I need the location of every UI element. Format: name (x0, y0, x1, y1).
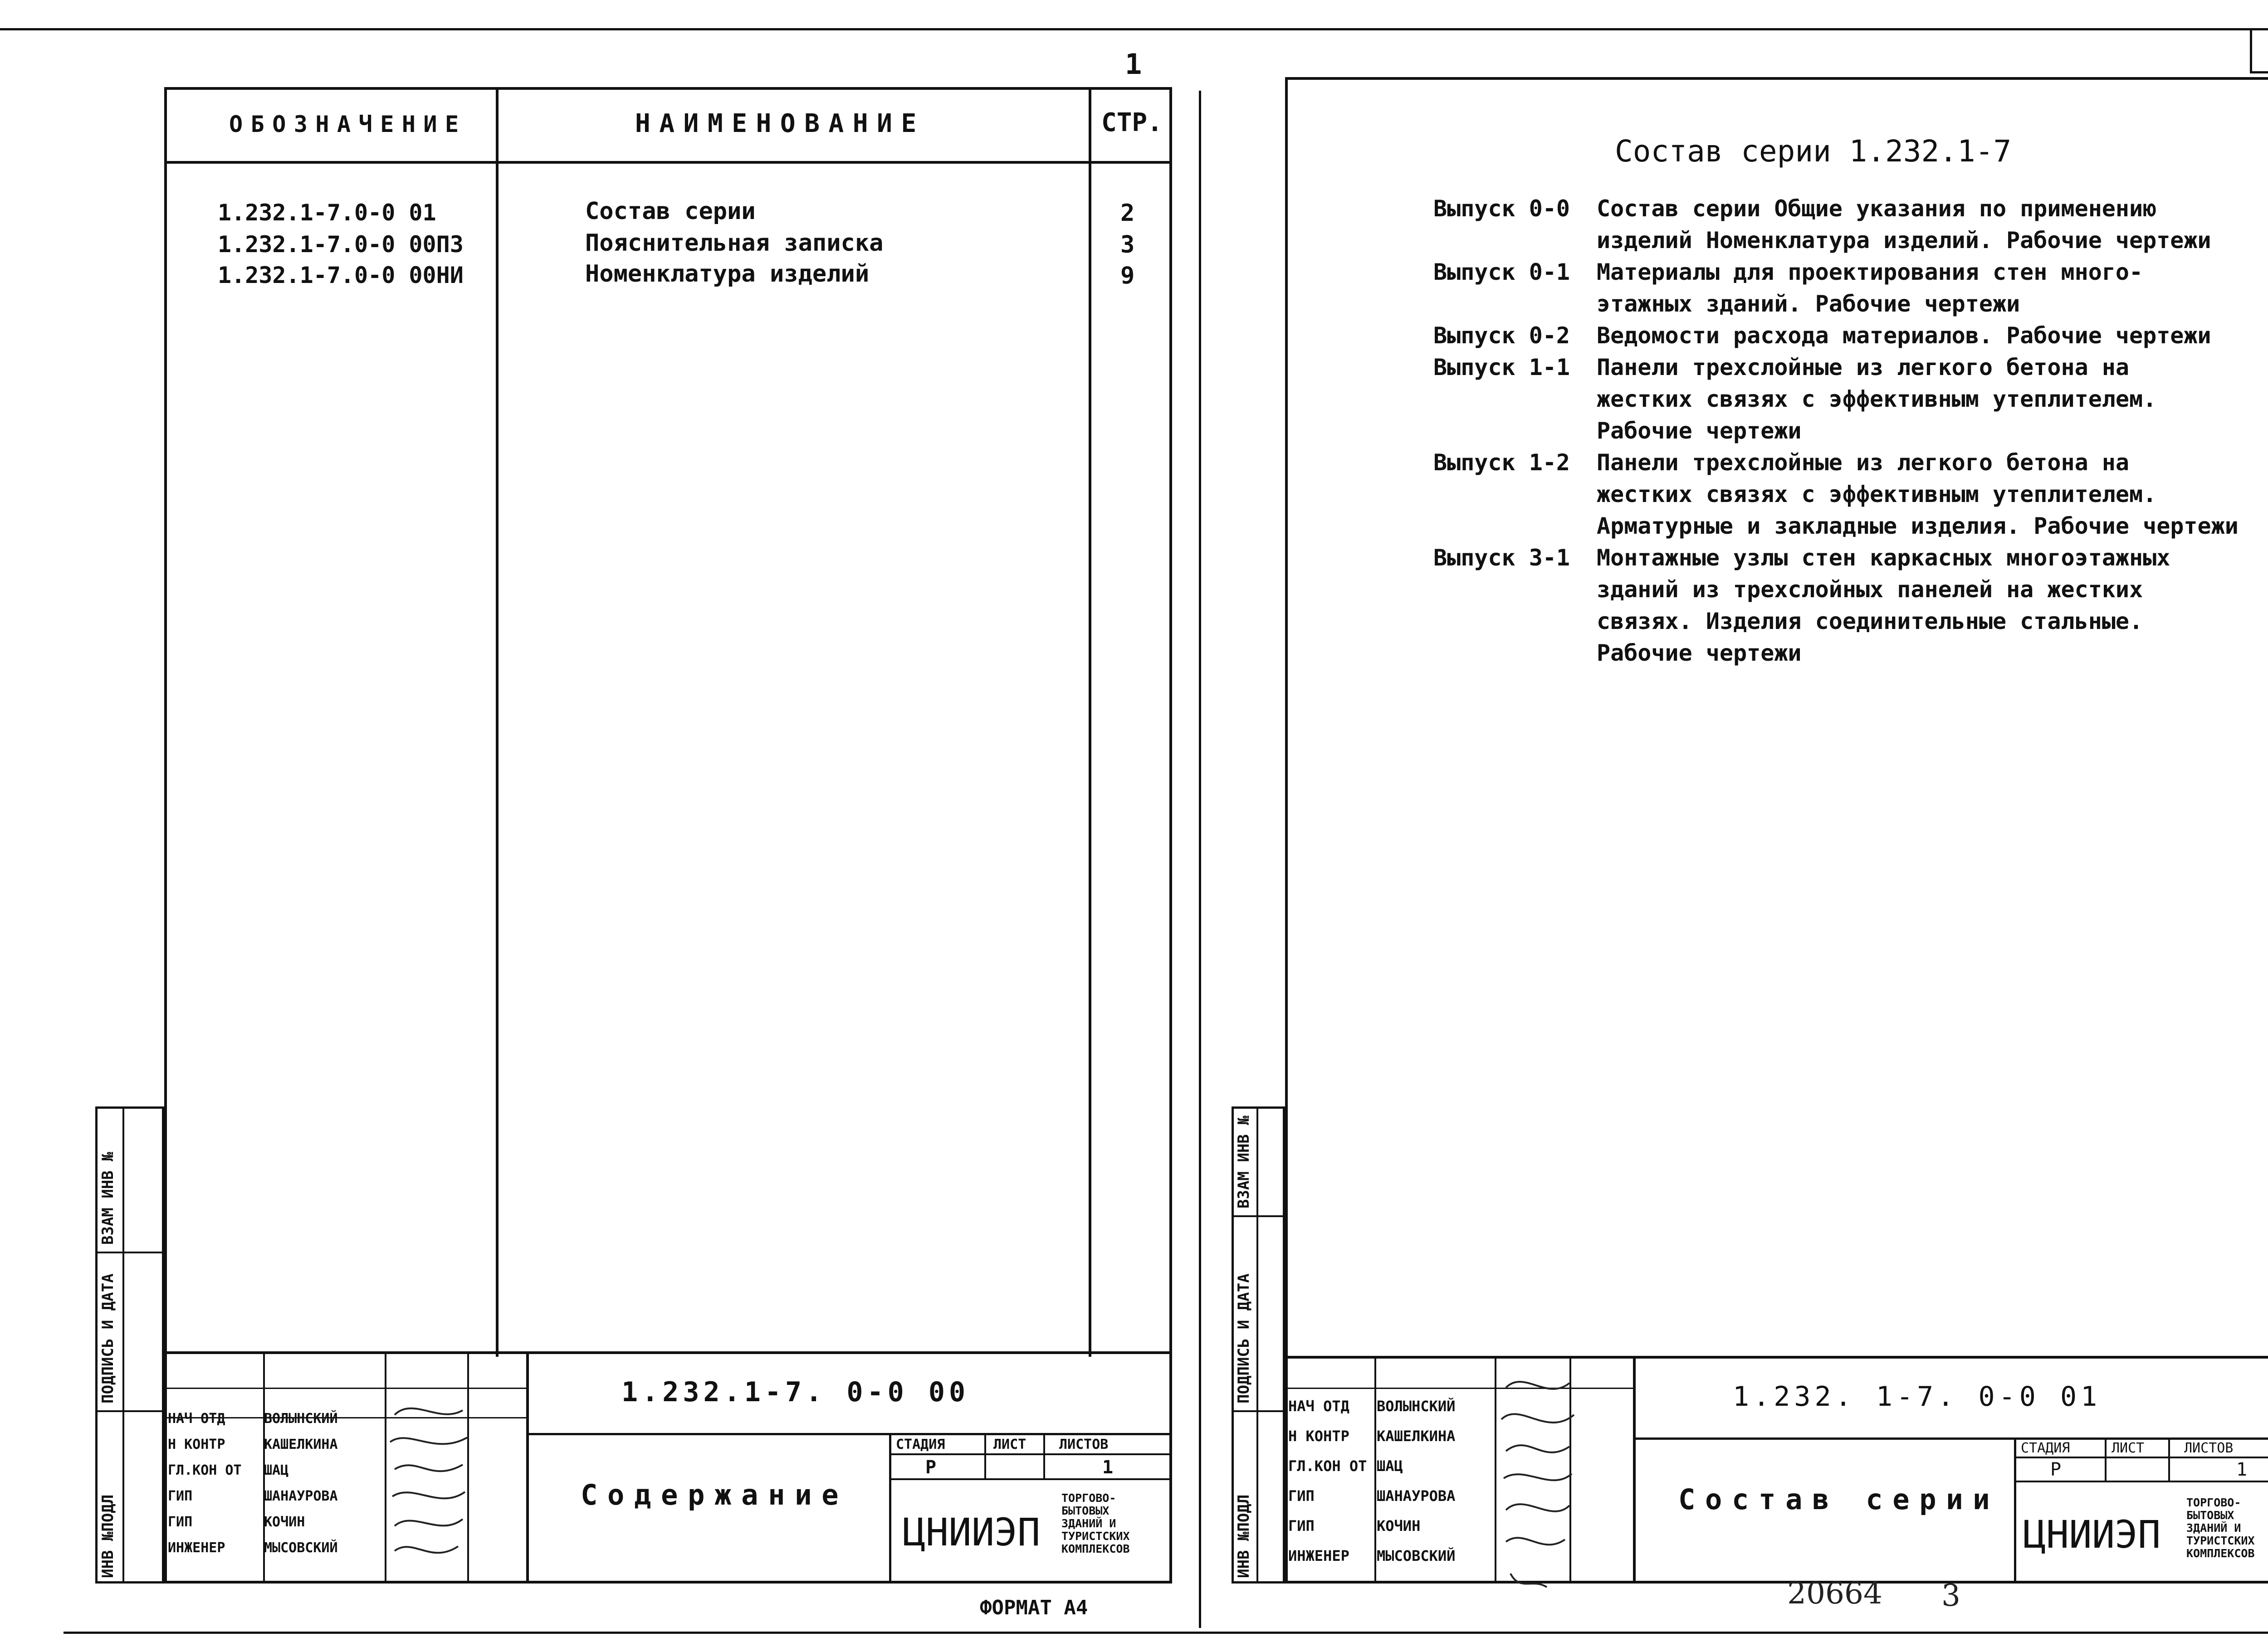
issue-text (1597, 256, 2143, 320)
issue-item (1433, 193, 2239, 256)
page-header: СТР. (1101, 108, 1163, 137)
person-role: ГИП (168, 1488, 193, 1504)
issue-label: Выпуск 1-1 (1433, 354, 1570, 380)
left-side-strip-line-2 (95, 1410, 164, 1412)
right-side-label: ПОДПИСЬ И ДАТА (1235, 1273, 1253, 1403)
archive-number: 20664 (1787, 1576, 1882, 1611)
right-stamp-divider (2014, 1437, 2016, 1584)
row-page: 9 (1120, 262, 1135, 289)
right-people (1288, 1391, 1455, 1571)
person-role: ГИП (1288, 1517, 1315, 1535)
right-stamp-divider (2105, 1437, 2107, 1481)
sheet-label: ЛИСТ (993, 1437, 1026, 1452)
stage-value: Р (2050, 1459, 2062, 1480)
row-name: Номенклатура изделий (585, 260, 870, 287)
person-row (1288, 1481, 1455, 1511)
person-role: Н КОНТР (1288, 1428, 1349, 1445)
top-border-line (0, 28, 2268, 30)
right-side-strip-line-1 (1232, 1215, 1285, 1217)
left-main-frame (164, 87, 1172, 1584)
person-row (168, 1432, 338, 1457)
stage-value: Р (925, 1457, 937, 1478)
left-col-divider-1 (496, 87, 499, 1357)
person-row (1288, 1451, 1455, 1481)
org-line: БЫТОВЫХ (1061, 1504, 1110, 1517)
org-line: ТОРГОВО- (1061, 1491, 1116, 1505)
right-stamp-line (2014, 1457, 2268, 1458)
bottom-border-line (64, 1632, 2268, 1634)
person-role: ИНЖЕНЕР (168, 1540, 225, 1556)
person-name: ШАНАУРОВА (264, 1488, 338, 1504)
issue-label: Выпуск 0-2 (1433, 322, 1570, 349)
issue-line: Материалы для проектирования стен много- (1597, 259, 2143, 285)
issue-line: Панели трехслойные из легкого бетона на (1597, 354, 2129, 380)
issue-text (1597, 320, 2211, 351)
row-designation: 1.232.1-7.0-0 01 (218, 200, 436, 226)
issue-line: Панели трехслойные из легкого бетона на (1597, 449, 2129, 476)
issue-item (1433, 351, 2239, 447)
org-line: КОМПЛЕКСОВ (1061, 1542, 1130, 1555)
issues-list (1433, 193, 2239, 669)
person-role: НАЧ ОТД (168, 1411, 225, 1427)
issue-label: Выпуск 0-0 (1433, 195, 1570, 222)
row-designation: 1.232.1-7.0-0 00НИ (218, 262, 464, 288)
issue-line: Монтажные узлы стен каркасных многоэтажных (1597, 545, 2170, 571)
issue-line: Ведомости расхода материалов. Рабочие чертежи (1597, 322, 2211, 349)
right-side-strip-divider (1256, 1106, 1258, 1584)
person-row (168, 1535, 338, 1561)
left-stamp-mid-line (526, 1433, 1172, 1435)
issue-text (1597, 542, 2170, 669)
right-stamp-top-line (1285, 1356, 2268, 1359)
person-row (1288, 1541, 1455, 1571)
org-line: БЫТОВЫХ (2186, 1509, 2234, 1522)
issue-line: этажных зданий. Рабочие чертежи (1597, 291, 2020, 317)
left-side-label: ПОДПИСЬ И ДАТА (99, 1273, 117, 1403)
sheets-value: 1 (2236, 1459, 2248, 1480)
person-role: Н КОНТР (168, 1437, 225, 1452)
person-name: КОЧИН (1377, 1517, 1421, 1535)
right-people-divider (1495, 1356, 1496, 1584)
sheets-label: ЛИСТОВ (2184, 1440, 2234, 1456)
person-row (1288, 1511, 1455, 1541)
left-stamp-divider (1043, 1433, 1045, 1478)
org-line: ЗДАНИЙ И (1061, 1517, 1116, 1530)
right-side-label: ВЗАМ ИНВ № (1235, 1116, 1253, 1208)
signature-scribbles (386, 1397, 476, 1587)
issue-label: Выпуск 3-1 (1433, 545, 1570, 571)
org-line: ТУРИСТСКИХ (2186, 1534, 2255, 1547)
sheets-value: 1 (1102, 1457, 1114, 1478)
person-name: КАШЕЛКИНА (1377, 1428, 1456, 1445)
issue-item (1433, 256, 2239, 320)
person-name: ШАНАУРОВА (1377, 1487, 1456, 1505)
center-divider-line (1199, 91, 1201, 1628)
person-role: ГИП (1288, 1487, 1315, 1505)
person-name: МЫСОВСКИЙ (1377, 1547, 1456, 1564)
org-full-name (2186, 1496, 2255, 1560)
left-side-strip-line-1 (95, 1252, 164, 1253)
person-name: ВОЛЫНСКИЙ (1377, 1398, 1456, 1415)
person-row (168, 1457, 338, 1483)
person-role: ГИП (168, 1514, 193, 1530)
issue-line: зданий из трехслойных панелей на жестких (1597, 576, 2143, 603)
left-stamp-divider (526, 1351, 529, 1584)
org-line: ТУРИСТСКИХ (1061, 1530, 1130, 1543)
right-stamp-line (2014, 1481, 2268, 1482)
issue-label: Выпуск 1-2 (1433, 449, 1570, 476)
person-name: ШАЦ (1377, 1457, 1403, 1475)
person-name: ВОЛЫНСКИЙ (264, 1411, 338, 1427)
right-people-line (1285, 1388, 1633, 1389)
left-stamp-line (889, 1453, 1172, 1455)
org-logo: ЦНИИЭП (2023, 1512, 2161, 1557)
issue-item (1433, 447, 2239, 542)
series-title: Состав серии 1.232.1-7 (1615, 134, 2012, 169)
row-page: 3 (1120, 231, 1135, 258)
row-name: Состав серии (585, 198, 756, 225)
org-full-name (1061, 1492, 1130, 1555)
org-line: ЗДАНИЙ И (2186, 1521, 2241, 1535)
issue-line: изделий Номенклатура изделий. Рабочие чертежи (1597, 227, 2211, 253)
issue-label: Выпуск 0-1 (1433, 259, 1570, 285)
left-col-divider-2 (1089, 87, 1091, 1357)
org-logo: ЦНИИЭП (903, 1510, 1041, 1554)
person-name: МЫСОВСКИЙ (264, 1540, 338, 1556)
stamp-code: 1.232. 1-7. 0-0 01 (1733, 1381, 2102, 1413)
right-stamp-divider (2168, 1437, 2170, 1481)
left-stamp-divider (984, 1433, 986, 1478)
issue-item (1433, 542, 2239, 669)
right-side-strip-line-2 (1232, 1410, 1285, 1412)
row-designation: 1.232.1-7.0-0 00ПЗ (218, 231, 464, 258)
person-row (1288, 1391, 1455, 1421)
left-side-label: ВЗАМ ИНВ № (99, 1152, 117, 1245)
left-side-label: ИНВ №ПОДЛ (99, 1494, 117, 1578)
person-name: КАШЕЛКИНА (264, 1437, 338, 1452)
sheet-label: ЛИСТ (2112, 1440, 2145, 1456)
issue-line: жестких связях с эффективным утеплителем. (1597, 481, 2157, 507)
issue-text (1597, 447, 2239, 542)
person-row (168, 1483, 338, 1509)
issue-line: жестких связях с эффективным утеплителем. (1597, 386, 2157, 412)
left-stamp-top-line (164, 1351, 1172, 1354)
org-line: ТОРГОВО- (2186, 1496, 2241, 1509)
person-role: ГЛ.КОН ОТ (1288, 1457, 1367, 1475)
left-people-line (164, 1388, 526, 1389)
right-stamp-mid-line (1633, 1437, 2268, 1440)
person-row (168, 1406, 338, 1432)
left-page-number: 1 (1125, 48, 1142, 81)
person-name: ШАЦ (264, 1462, 289, 1478)
stamp-code: 1.232.1-7. 0-0 00 (621, 1376, 970, 1408)
issue-item (1433, 320, 2239, 351)
issue-line: Рабочие чертежи (1597, 640, 1802, 666)
signature-scribbles (1497, 1360, 1579, 1596)
sheets-label: ЛИСТОВ (1059, 1437, 1109, 1452)
stage-label: СТАДИЯ (896, 1437, 945, 1452)
left-people (168, 1406, 338, 1561)
left-stamp-divider (889, 1433, 891, 1584)
issue-line: связях. Изделия соединительные стальные. (1597, 608, 2143, 634)
left-side-strip-divider (122, 1106, 124, 1584)
person-name: КОЧИН (264, 1514, 305, 1530)
person-row (1288, 1421, 1455, 1451)
right-side-label: ИНВ №ПОДЛ (1235, 1494, 1253, 1578)
person-role: ГЛ.КОН ОТ (168, 1462, 242, 1478)
stamp-title: Содержание (581, 1478, 849, 1511)
person-role: НАЧ ОТД (1288, 1398, 1349, 1415)
left-header-divider (164, 161, 1172, 164)
issue-text (1597, 193, 2211, 256)
page-number-box (2250, 28, 2268, 73)
person-role: ИНЖЕНЕР (1288, 1547, 1349, 1564)
issue-line: Рабочие чертежи (1597, 418, 1802, 444)
format-label: ФОРМАТ А4 (980, 1596, 1088, 1619)
name-header: НАИМЕНОВАНИЕ (635, 109, 925, 138)
row-name: Пояснительная записка (585, 229, 884, 257)
issue-line: Арматурные и закладные изделия. Рабочие чертежи (1597, 513, 2239, 539)
issue-text (1597, 351, 2156, 447)
left-stamp-line (889, 1478, 1172, 1480)
stage-label: СТАДИЯ (2021, 1440, 2070, 1456)
stamp-title: Состав серии (1678, 1483, 2000, 1516)
row-page: 2 (1120, 200, 1135, 227)
org-line: КОМПЛЕКСОВ (2186, 1547, 2255, 1560)
archive-page: 3 (1941, 1578, 1960, 1613)
person-row (168, 1509, 338, 1535)
designation-header: ОБОЗНАЧЕНИЕ (229, 111, 467, 137)
issue-line: Состав серии Общие указания по применению (1597, 195, 2157, 222)
right-stamp-divider (1633, 1356, 1636, 1584)
